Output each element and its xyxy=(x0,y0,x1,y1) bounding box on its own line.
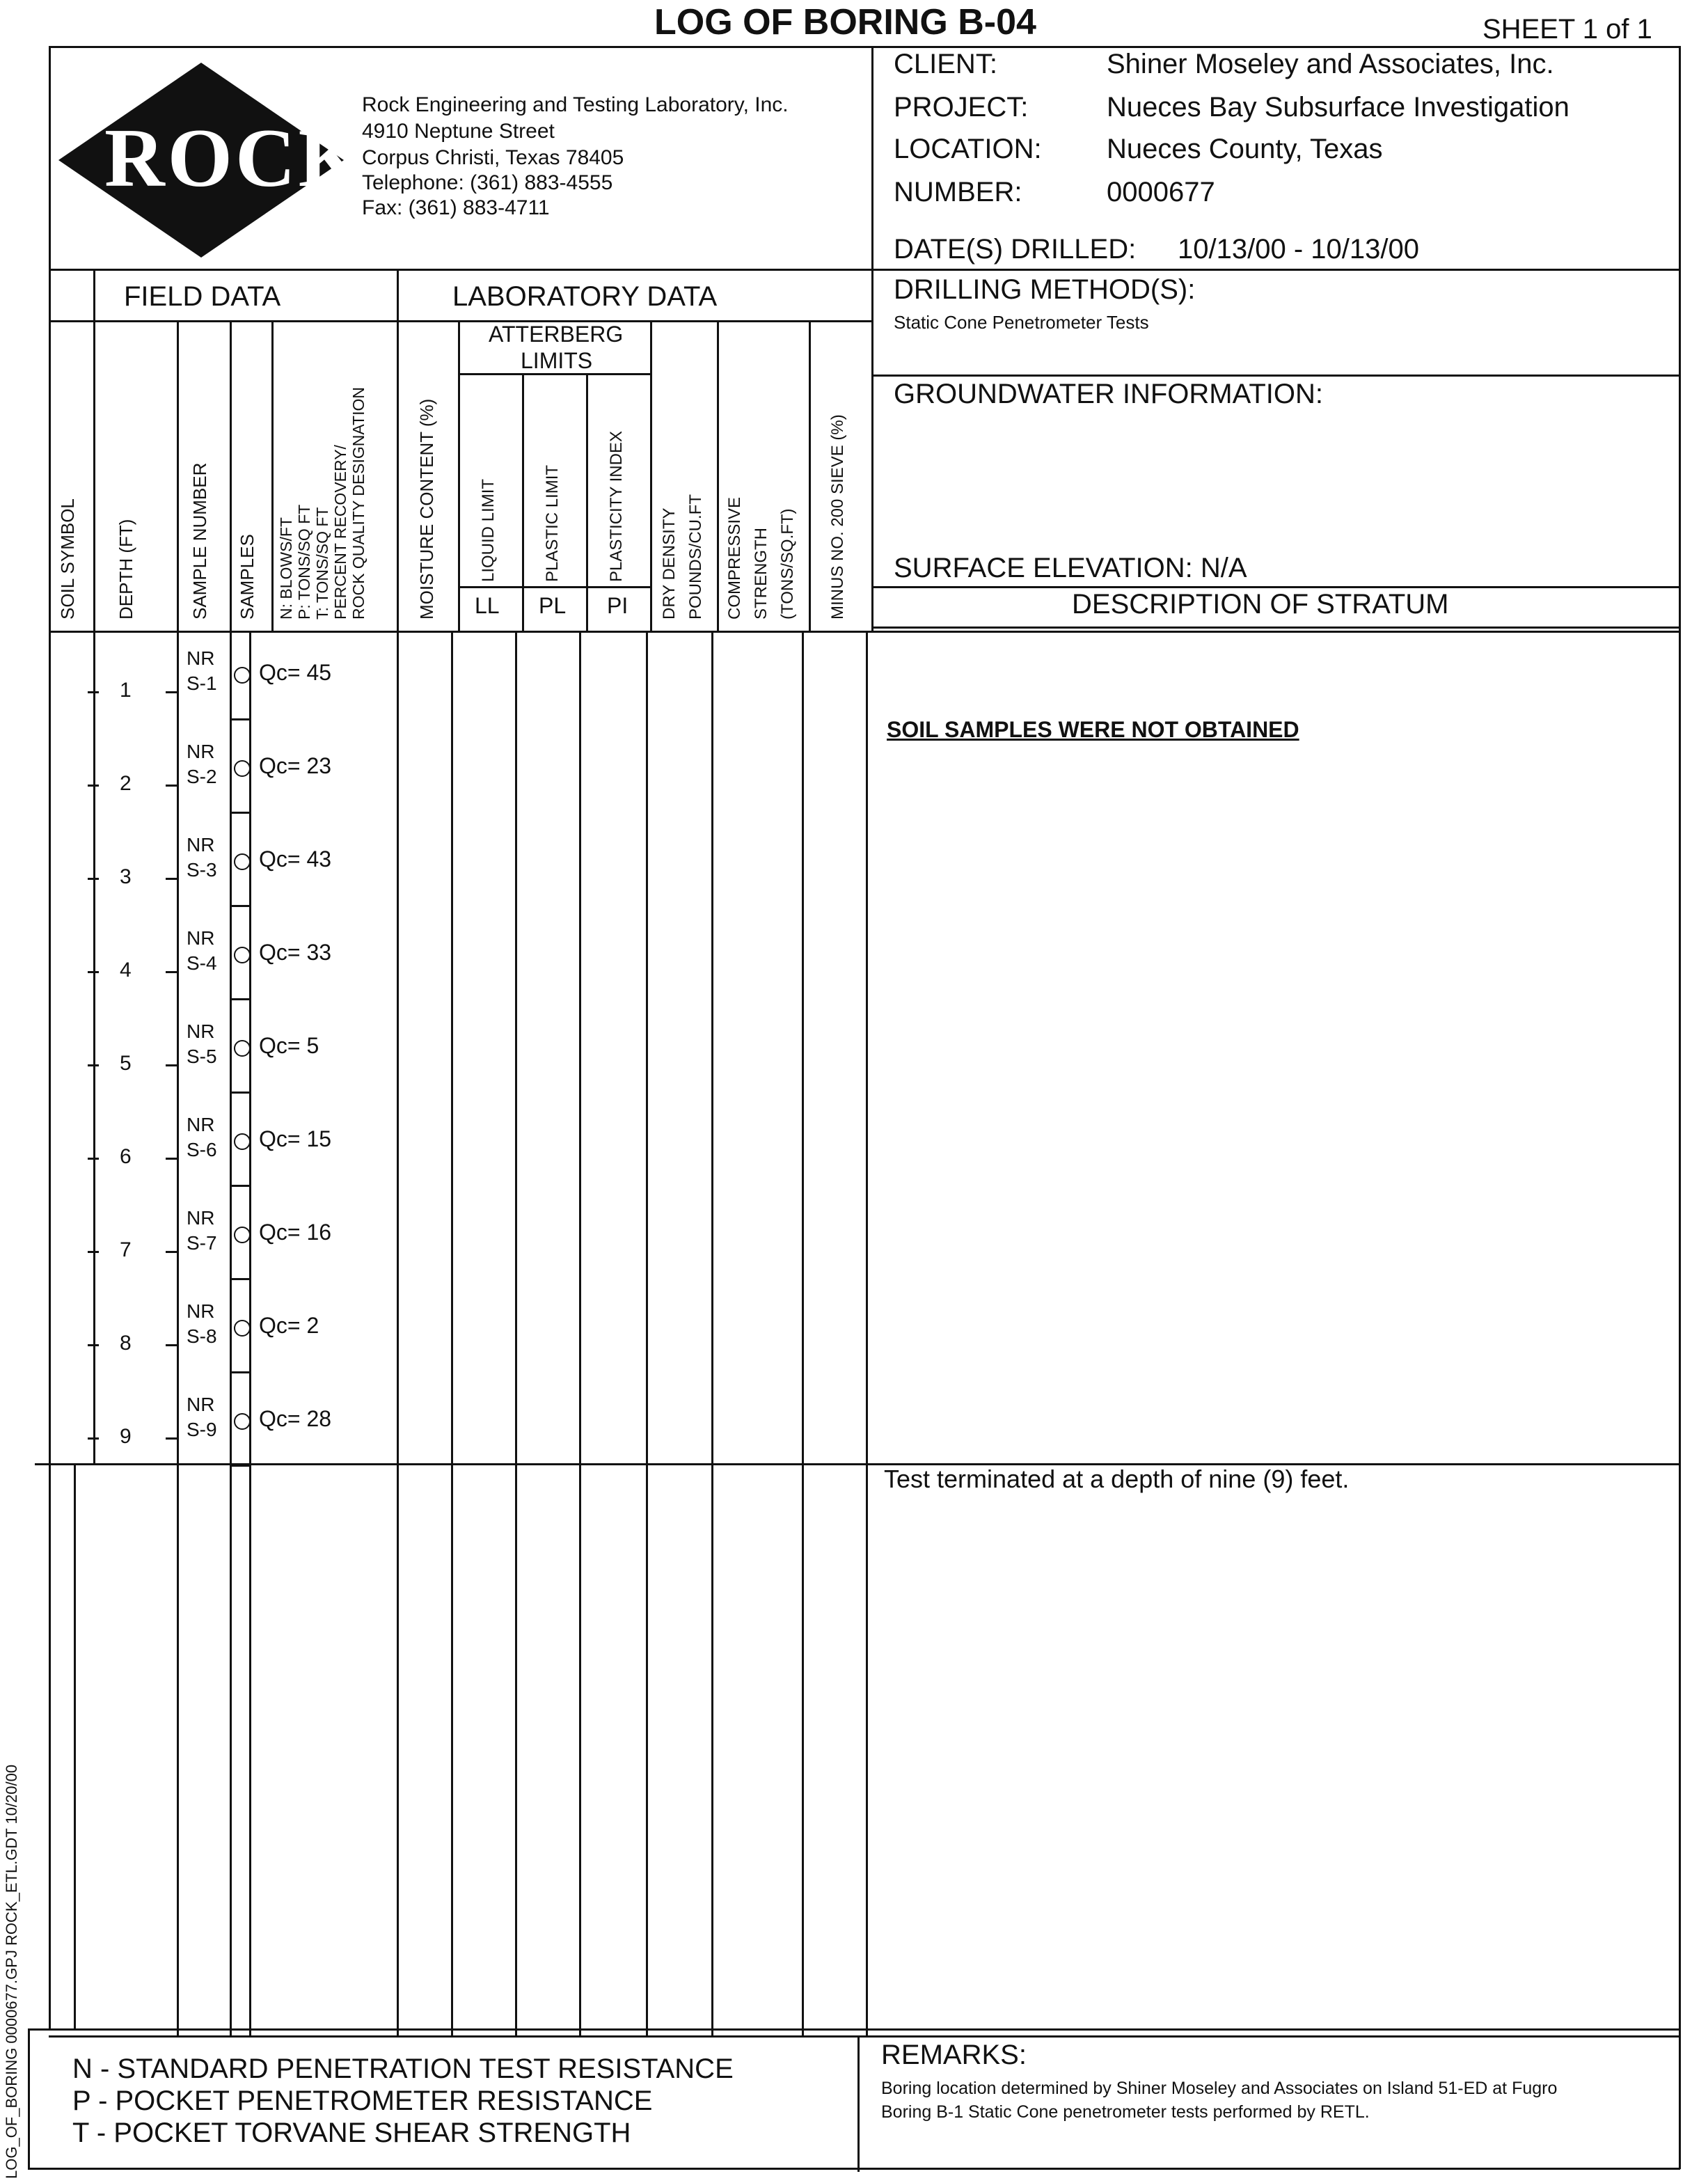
data-col-dry xyxy=(711,631,713,2037)
data-col-comp xyxy=(802,631,804,2037)
sample-symbol-icon xyxy=(234,760,251,777)
right-border xyxy=(1679,46,1681,2169)
depth-label: 4 xyxy=(120,959,132,982)
sample-nr: NR xyxy=(187,647,215,669)
depth-label: 6 xyxy=(120,1145,132,1168)
sample-qc: Qc= 5 xyxy=(259,1033,319,1058)
depth-tick xyxy=(166,691,177,693)
number-label: NUMBER: xyxy=(894,177,1022,207)
drilling-method-label: DRILLING METHOD(S): xyxy=(894,274,1196,305)
depth-tick xyxy=(88,971,99,973)
sample-id: S-4 xyxy=(187,952,217,974)
surface-elevation: SURFACE ELEVATION: N/A xyxy=(894,553,1247,583)
depth-label: 2 xyxy=(120,772,132,795)
data-col-pl xyxy=(579,631,581,2037)
drilling-method-value: Static Cone Penetrometer Tests xyxy=(894,312,1149,333)
sheet-number: SHEET 1 of 1 xyxy=(1482,14,1652,45)
company-name: Rock Engineering and Testing Laboratory, Inc. xyxy=(362,93,789,116)
sample-nr: NR xyxy=(187,1114,215,1135)
sample-id: S-6 xyxy=(187,1139,217,1160)
depth-tick xyxy=(166,1251,177,1253)
top-border xyxy=(49,46,1680,48)
col-divider-comp xyxy=(717,320,719,632)
depth-label: 5 xyxy=(120,1052,132,1075)
pi-label: PI xyxy=(607,593,628,618)
location-label: LOCATION: xyxy=(894,134,1042,164)
sample-id: S-5 xyxy=(187,1046,217,1067)
surface-bottom-line xyxy=(871,586,1680,588)
sample-nr: NR xyxy=(187,741,215,762)
col-divider-sample xyxy=(177,320,179,632)
pl-label: PL xyxy=(539,593,567,618)
sample-divider xyxy=(230,905,251,907)
sample-qc: Qc= 15 xyxy=(259,1126,332,1151)
laboratory-data-header: LABORATORY DATA xyxy=(452,281,718,312)
header-bottom-line xyxy=(49,269,1680,271)
remarks-label: REMARKS: xyxy=(881,2040,1027,2070)
dates-value: 10/13/00 - 10/13/00 xyxy=(1178,234,1419,265)
sample-symbol-icon xyxy=(234,1227,251,1243)
compressive-header-3: (TONS/SQ.FT) xyxy=(778,508,797,620)
remarks-line-2: Boring B-1 Static Cone penetrometer tests performed by RETL. xyxy=(881,2102,1370,2122)
depth-tick xyxy=(166,878,177,880)
blows-header-5: ROCK QUALITY DESIGNATION xyxy=(349,387,367,620)
depth-label: 3 xyxy=(120,865,132,888)
data-col-samples xyxy=(230,631,232,2037)
client-label: CLIENT: xyxy=(894,49,997,79)
project-value: Nueces Bay Subsurface Investigation xyxy=(1107,92,1569,123)
depth-tick xyxy=(166,1158,177,1160)
data-col-pi xyxy=(646,631,648,2037)
project-label: PROJECT: xyxy=(894,92,1029,123)
depth-tick xyxy=(166,1437,177,1440)
group-divider-1 xyxy=(93,269,95,632)
group-divider-2 xyxy=(397,269,399,632)
sample-qc: Qc= 33 xyxy=(259,940,332,965)
minus-200-header: MINUS NO. 200 SIEVE (%) xyxy=(828,414,847,620)
sample-divider xyxy=(230,998,251,1000)
sample-divider xyxy=(230,718,251,720)
description-header-bottom xyxy=(871,626,1680,629)
sample-id: S-7 xyxy=(187,1232,217,1254)
company-street: 4910 Neptune Street xyxy=(362,120,555,143)
data-col-moisture xyxy=(451,631,453,2037)
sample-nr: NR xyxy=(187,1207,215,1229)
sample-divider xyxy=(230,1465,251,1467)
depth-tick xyxy=(88,1064,99,1066)
footer-bottom-line xyxy=(28,2168,1680,2170)
ll-pl-pi-line xyxy=(458,586,651,588)
col-divider-dry xyxy=(650,320,652,632)
col-divider-minus xyxy=(809,320,811,632)
depth-label: 7 xyxy=(120,1238,132,1261)
sample-symbol-icon xyxy=(234,853,251,870)
company-city: Corpus Christi, Texas 78405 xyxy=(362,146,624,169)
sample-nr: NR xyxy=(187,834,215,856)
plasticity-index-header: PLASTICITY INDEX xyxy=(607,431,626,582)
legend-p: P - POCKET PENETROMETER RESISTANCE xyxy=(72,2086,653,2116)
sample-divider xyxy=(230,1092,251,1094)
termination-text: Test terminated at a depth of nine (9) feet. xyxy=(884,1465,1350,1493)
soil-samples-note: SOIL SAMPLES WERE NOT OBTAINED xyxy=(887,717,1299,742)
depth-tick xyxy=(166,971,177,973)
moisture-header: MOISTURE CONTENT (%) xyxy=(416,398,437,620)
depth-tick xyxy=(88,785,99,787)
col-divider-ll xyxy=(458,320,460,632)
depth-header: DEPTH (FT) xyxy=(116,519,136,620)
data-col-ll xyxy=(515,631,517,2037)
side-file-label: LOG_OF_BORING 0000677.GPJ ROCK_ETL.GDT 10/20/00 xyxy=(3,1764,20,2179)
dry-density-header-1: DRY DENSITY xyxy=(660,507,679,620)
depth-tick xyxy=(166,785,177,787)
sample-symbol-icon xyxy=(234,667,251,684)
remarks-line-1: Boring location determined by Shiner Moseley and Associates on Island 51-ED at Fugro xyxy=(881,2079,1558,2098)
description-header: DESCRIPTION OF STRATUM xyxy=(1072,589,1449,620)
group-header-line xyxy=(49,320,873,322)
groundwater-label: GROUNDWATER INFORMATION: xyxy=(894,379,1323,409)
depth-label: 9 xyxy=(120,1425,132,1448)
info-divider xyxy=(871,46,873,632)
depth-tick xyxy=(166,1064,177,1066)
sample-divider xyxy=(230,1371,251,1373)
sample-nr: NR xyxy=(187,927,215,949)
sample-qc: Qc= 45 xyxy=(259,660,332,685)
compressive-header-1: COMPRESSIVE xyxy=(725,496,744,620)
data-col-depth-left xyxy=(93,631,95,1463)
location-value: Nueces County, Texas xyxy=(1107,134,1383,164)
atterberg-header-1: ATTERBERG xyxy=(489,322,624,347)
data-bottom-line xyxy=(28,2028,1680,2031)
dates-label: DATE(S) DRILLED: xyxy=(894,234,1137,265)
data-col-blows xyxy=(397,631,399,2037)
sample-qc: Qc= 43 xyxy=(259,846,332,872)
sample-id: S-2 xyxy=(187,766,217,787)
sample-qc: Qc= 28 xyxy=(259,1406,332,1431)
sample-symbol-icon xyxy=(234,1320,251,1337)
company-telephone: Telephone: (361) 883-4555 xyxy=(362,171,613,194)
legend-t: T - POCKET TORVANE SHEAR STRENGTH xyxy=(72,2118,631,2148)
sample-nr: NR xyxy=(187,1020,215,1042)
drilling-bottom-line xyxy=(871,375,1680,377)
footer-left-border xyxy=(28,2028,30,2169)
sample-nr: NR xyxy=(187,1300,215,1322)
dry-density-header-2: POUNDS/CU.FT xyxy=(686,494,705,620)
atterberg-header-2: LIMITS xyxy=(521,348,593,373)
sample-qc: Qc= 2 xyxy=(259,1313,319,1338)
sample-id: S-1 xyxy=(187,672,217,694)
footer-divider xyxy=(857,2035,860,2172)
sample-symbol-icon xyxy=(234,1413,251,1430)
soil-symbol-header: SOIL SYMBOL xyxy=(57,498,78,620)
number-value: 0000677 xyxy=(1107,177,1215,207)
sample-number-header: SAMPLE NUMBER xyxy=(189,462,210,620)
sample-nr: NR xyxy=(187,1394,215,1415)
sample-divider xyxy=(230,1185,251,1187)
blows-header-2: P: TONS/SQ FT xyxy=(295,504,313,620)
col-divider-samples xyxy=(230,320,232,632)
ll-label: LL xyxy=(475,593,500,618)
depth-tick xyxy=(88,878,99,880)
col-divider-blows xyxy=(271,320,274,632)
blows-header-1: N: BLOWS/FT xyxy=(277,517,295,620)
samples-header: SAMPLES xyxy=(237,534,258,620)
legend-n: N - STANDARD PENETRATION TEST RESISTANCE xyxy=(72,2054,734,2084)
sample-id: S-3 xyxy=(187,859,217,881)
blows-header-3: T: TONS/SQ FT xyxy=(313,507,331,620)
depth-tick xyxy=(166,1344,177,1346)
data-col-desc xyxy=(866,631,868,2037)
field-data-header: FIELD DATA xyxy=(124,281,281,312)
sample-id: S-8 xyxy=(187,1325,217,1347)
company-fax: Fax: (361) 883-4711 xyxy=(362,196,550,219)
left-border xyxy=(49,46,51,2028)
depth-label: 1 xyxy=(120,679,132,702)
sample-divider xyxy=(230,812,251,814)
sample-symbol-icon xyxy=(234,1040,251,1057)
footer-top-line xyxy=(49,2035,1680,2038)
depth-tick xyxy=(88,1344,99,1346)
sample-symbol-icon xyxy=(234,947,251,963)
termination-line xyxy=(35,1463,1679,1465)
compressive-header-2: STRENGTH xyxy=(752,528,770,620)
col-divider-pi xyxy=(586,373,588,632)
client-value: Shiner Moseley and Associates, Inc. xyxy=(1107,49,1554,79)
col-divider-pl xyxy=(522,373,524,632)
sample-qc: Qc= 23 xyxy=(259,753,332,778)
logo-text: ROCK xyxy=(104,111,366,204)
data-col-sample xyxy=(177,631,179,2037)
data-col-soil-lower xyxy=(74,1463,76,2028)
depth-tick xyxy=(88,691,99,693)
sample-id: S-9 xyxy=(187,1419,217,1440)
data-col-samples-right xyxy=(249,631,251,2037)
liquid-limit-header: LIQUID LIMIT xyxy=(479,478,498,582)
depth-tick xyxy=(88,1437,99,1440)
depth-tick xyxy=(88,1158,99,1160)
plastic-limit-header: PLASTIC LIMIT xyxy=(543,464,562,582)
sample-symbol-icon xyxy=(234,1133,251,1150)
sample-qc: Qc= 16 xyxy=(259,1220,332,1245)
depth-tick xyxy=(88,1251,99,1253)
page-title: LOG OF BORING B-04 xyxy=(654,2,1036,42)
blows-header-4: PERCENT RECOVERY/ xyxy=(331,445,349,620)
data-top-line xyxy=(49,631,1680,633)
depth-label: 8 xyxy=(120,1332,132,1355)
sample-divider xyxy=(230,1278,251,1280)
